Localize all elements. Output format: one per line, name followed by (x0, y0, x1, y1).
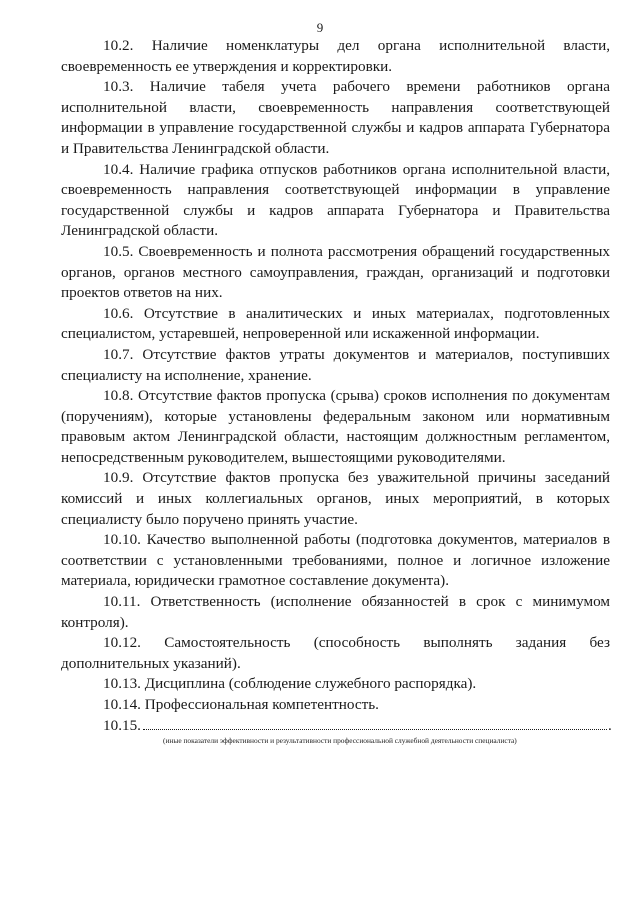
fill-in-caption: (иные показатели эффективности и результативности профессиональной служебной деятельности специалиста) (163, 736, 517, 746)
list-item-10-12: 10.12. Самостоятельность (способность выполнять задания без дополнительных указаний). (61, 634, 610, 672)
list-item-10-7: 10.7. Отсутствие фактов утраты документов и материалов, поступивших специалисту на исполнение, хранение. (61, 345, 610, 384)
list-item-10-3: 10.3. Наличие табеля учета рабочего времени работников органа исполнительной власти, своевременность направления соответствующей информации в управление государственной службы и кадров аппарата Губернатора и Правительства Ленинградской области. (61, 78, 610, 157)
fill-in-line (143, 716, 607, 730)
list-item-10-5: 10.5. Своевременность и полнота рассмотрения обращений государственных органов, органов местного самоуправления, граждан, организаций и подготовки проектов ответов на них. (61, 242, 610, 302)
page-number: 9 (316, 20, 324, 35)
list-item-10-6: 10.6. Отсутствие в аналитических и иных материалах, подготовленных специалистом, устаревшей, непроверенной или искаженной информации. (61, 304, 610, 343)
list-item-10-15 (61, 716, 610, 737)
blank-item-end-mark: . (607, 716, 612, 734)
list-item-10-14: 10.14. Профессиональная компетентность. (103, 696, 379, 713)
document-body (61, 36, 610, 746)
list-item-10-11: 10.11. Ответственность (исполнение обязанностей в срок с минимумом контроля). (61, 593, 610, 631)
list-item-10-13: 10.13. Дисциплина (соблюдение служебного распорядка). (103, 675, 477, 693)
list-item-10-10: 10.10. Качество выполненной работы (подготовка документов, материалов в соответствии с установленными требованиями, полное и логичное изложение материала, юридически грамотное составление документа). (61, 531, 610, 590)
list-item-10-9: 10.9. Отсутствие фактов пропуска без уважительной причины заседаний комиссий и иных коллегиальных органов, иных мероприятий, в которых специалисту было поручено принять участие. (61, 469, 610, 528)
list-item-10-2: 10.2. Наличие номенклатуры дел органа исполнительной власти, своевременность ее утверждения и корректировки. (61, 37, 610, 75)
list-item-10-8: 10.8. Отсутствие фактов пропуска (срыва) сроков исполнения по документам (поручениям), которые установлены федеральным законом или нормативным правовым актом Ленинградской области, настоящим должностным регламентом, непосредственным руководителем, вышестоящими руководителями. (61, 387, 610, 466)
blank-item-number: 10.15. (103, 716, 141, 734)
list-item-10-4: 10.4. Наличие графика отпусков работников органа исполнительной власти, своевременность направления соответствующей информации в управление государственной службы и кадров аппарата Губернатора и Правительства Ленинградской области. (61, 160, 610, 240)
